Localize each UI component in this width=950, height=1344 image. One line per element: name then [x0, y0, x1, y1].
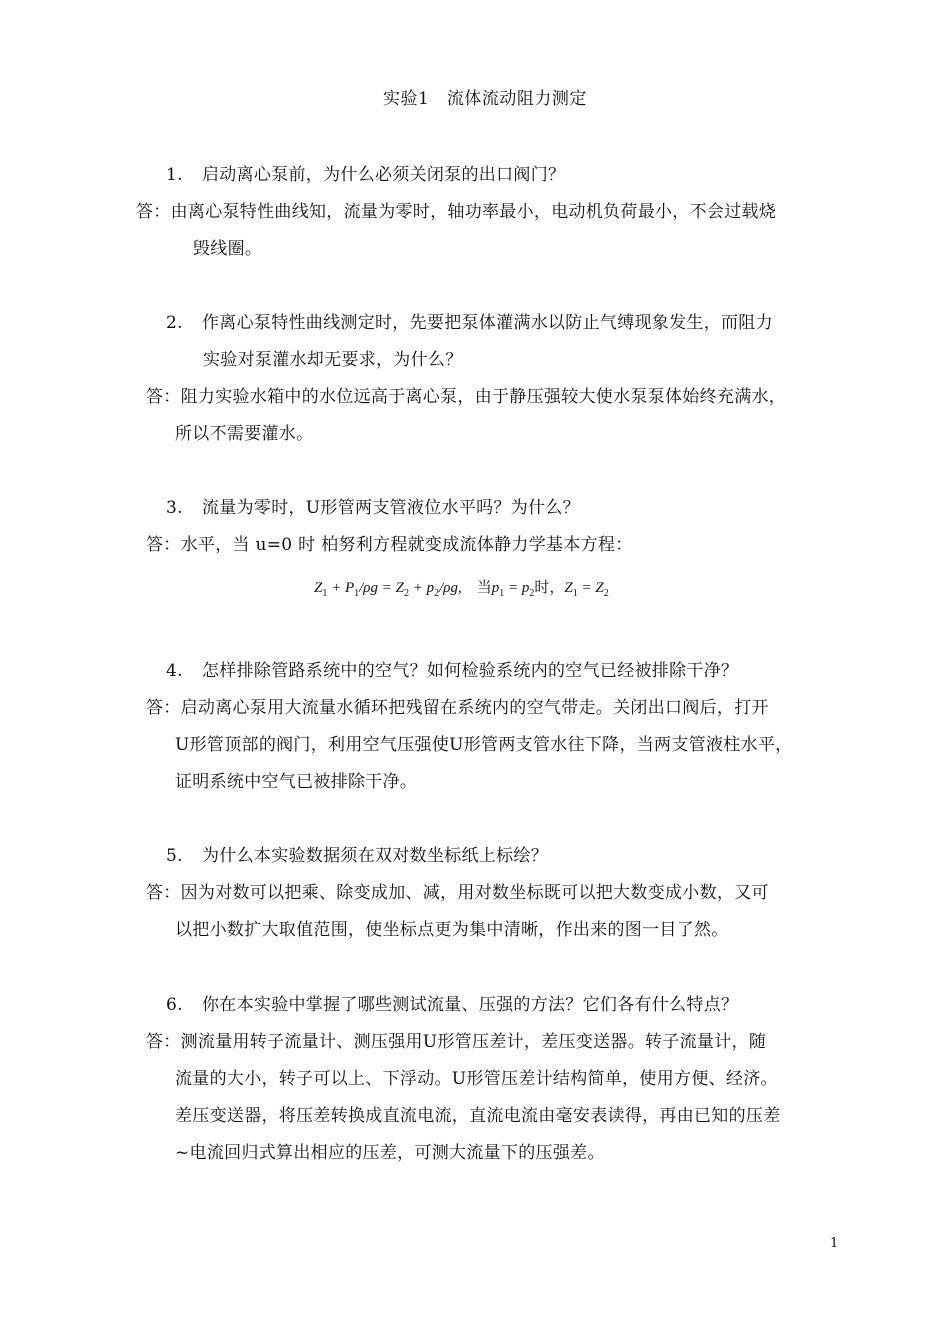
formula-p2: p	[521, 580, 530, 596]
answer-5-line-2: 以把小数扩大取值范围，使坐标点更为集中清晰，作出来的图一目了然。	[175, 920, 729, 940]
formula-sub: 2	[403, 588, 409, 599]
question-number: 3.	[166, 498, 183, 518]
answer-5-line-1: 答：因为对数可以把乘、除变成加、减，用对数坐标既可以把大数变成小数，又可	[146, 883, 769, 903]
answer-2-line-2: 所以不需要灌水。	[175, 424, 314, 444]
question-number: 4.	[166, 661, 183, 681]
page-title: 实验1 流体流动阻力测定	[383, 89, 587, 109]
answer-6-line-1: 答：测流量用转子流量计、测压强用U形管压差计，差压变送器。转子流量计，随	[146, 1032, 767, 1052]
question-3	[166, 493, 580, 518]
formula-sub: 1	[354, 588, 360, 599]
formula-z2: Z	[595, 580, 604, 596]
formula-op: +	[327, 580, 345, 596]
question-text: 作离心泵特性曲线测定时，先要把泵体灌满水以防止气缚现象发生，而阻力	[202, 313, 773, 333]
question-text: 启动离心泵前，为什么必须关闭泵的出口阀门？	[202, 165, 566, 185]
answer-2-line-1: 答：阻力实验水箱中的水位远高于离心泵，由于静压强较大使水泵泵体始终充满水，	[146, 387, 787, 407]
formula-shi: 时，	[534, 580, 565, 596]
formula-when: 当	[461, 580, 492, 596]
formula-p1: p	[491, 580, 500, 596]
answer-6-line-3: 差压变送器，将压差转换成直流电流，直流电流由毫安表读得，再由已知的压差	[175, 1106, 781, 1126]
bernoulli-formula	[314, 576, 609, 599]
answer-1-line-1: 答：由离心泵特性曲线知，流量为零时，轴功率最小，电动机负荷最小，不会过载烧	[136, 202, 777, 222]
answer-1-line-2: 毁线圈。	[193, 239, 263, 259]
question-number: 5.	[166, 846, 183, 866]
formula-sub: 2	[529, 588, 535, 599]
formula-op: +	[408, 580, 427, 596]
question-text: 流量为零时，U形管两支管液位水平吗？为什么？	[202, 498, 580, 518]
question-text: 你在本实验中掌握了哪些测试流量、压强的方法？它们各有什么特点？	[202, 995, 739, 1015]
answer-6-line-2: 流量的大小，转子可以上、下浮动。U形管压差计结构简单，使用方便、经济。	[175, 1069, 778, 1089]
question-text: 为什么本实验数据须在双对数坐标纸上标绘？	[202, 846, 548, 866]
question-text: 怎样排除管路系统中的空气？如何检验系统内的空气已经被排除干净？	[202, 661, 739, 681]
formula-sub: 2	[603, 588, 609, 599]
formula-z2: Z	[395, 580, 404, 596]
answer-6-line-4: ~电流回归式算出相应的压差，可测大流量下的压强差。	[175, 1143, 605, 1163]
formula-op: =	[504, 580, 522, 596]
question-4	[166, 656, 738, 681]
formula-sub: 1	[572, 588, 578, 599]
question-2	[166, 308, 773, 333]
formula-op: =	[577, 580, 596, 596]
question-5	[166, 841, 548, 866]
formula-sub: 2	[434, 588, 440, 599]
formula-sub: 1	[499, 588, 505, 599]
answer-4-line-1: 答：启动离心泵用大流量水循环把残留在系统内的空气带走。关闭出口阀后，打开	[146, 698, 769, 718]
question-number: 6.	[166, 995, 183, 1015]
formula-term: /ρg =	[359, 580, 396, 596]
formula-p2: p	[426, 580, 435, 596]
question-number: 2.	[166, 313, 183, 333]
question-number: 1.	[166, 165, 183, 185]
answer-3-line-1: 答：水平，当 u=0 时 柏努利方程就变成流体静力学基本方程：	[146, 535, 633, 555]
question-2-line-2: 实验对泵灌水却无要求，为什么？	[203, 350, 463, 370]
answer-4-line-3: 证明系统中空气已被排除干净。	[175, 772, 418, 792]
question-1	[166, 160, 565, 185]
question-6	[166, 990, 738, 1015]
page-number: 1	[830, 1236, 839, 1251]
formula-z1: Z	[564, 580, 573, 596]
formula-sub: 1	[322, 588, 328, 599]
formula-p1: P	[344, 580, 355, 596]
formula-z1: Z	[314, 580, 323, 596]
formula-term: /ρg,	[439, 580, 462, 596]
answer-4-line-2: U形管顶部的阀门，利用空气压强使U形管两支管水往下降，当两支管液柱水平，	[175, 735, 793, 755]
